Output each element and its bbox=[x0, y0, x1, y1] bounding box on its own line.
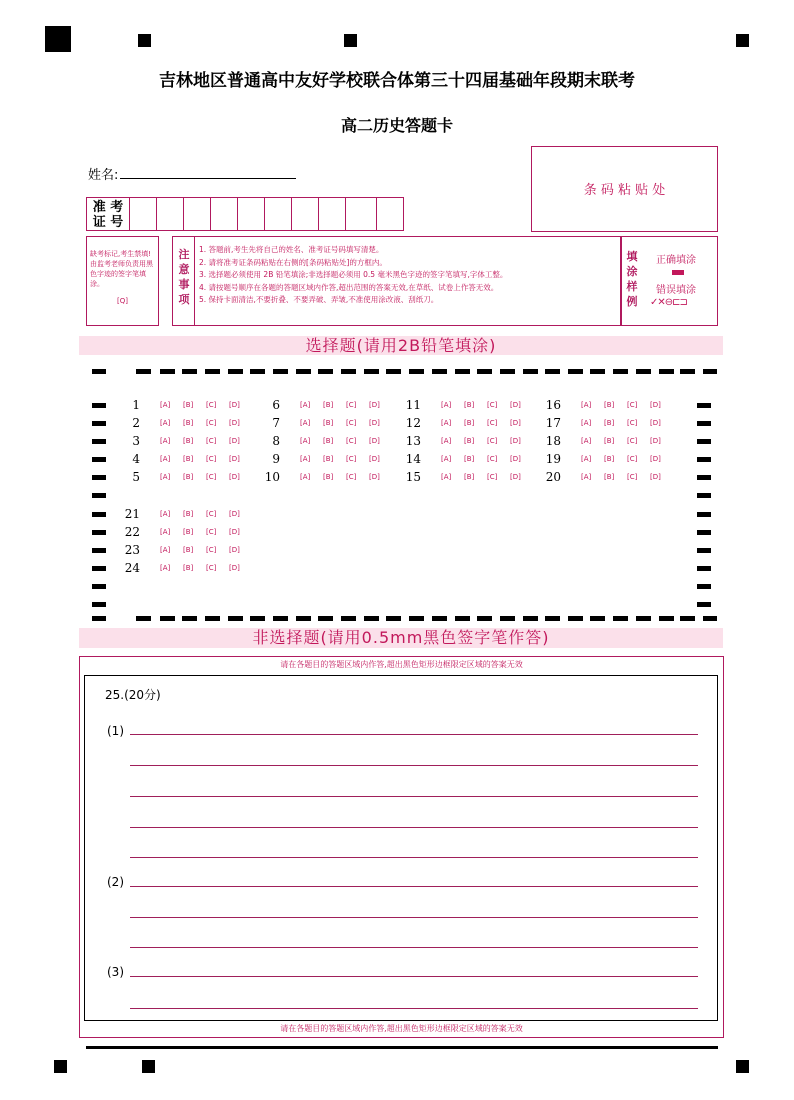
timing-bar bbox=[409, 369, 424, 374]
question-number: 3 bbox=[132, 434, 140, 448]
option-bubble[interactable]: [D] bbox=[510, 455, 521, 463]
option-bubble[interactable]: [B] bbox=[323, 473, 334, 481]
option-bubble[interactable]: [A] bbox=[160, 437, 171, 445]
timing-bar bbox=[545, 616, 560, 621]
option-bubble[interactable]: [D] bbox=[369, 401, 380, 409]
fill-sample-box bbox=[621, 236, 718, 326]
question-number: 24 bbox=[124, 561, 140, 575]
note-item: 5. 保持卡面清洁,不要折叠、不要弄破、弄皱,不准使用涂改液、刮纸刀。 bbox=[199, 295, 439, 304]
timing-bar bbox=[545, 369, 560, 374]
timing-bar bbox=[590, 616, 605, 621]
answer-line[interactable] bbox=[130, 734, 698, 735]
timing-bar bbox=[432, 369, 447, 374]
exam-id-label-1: 准 考 bbox=[92, 200, 124, 215]
timing-bar bbox=[697, 512, 711, 517]
option-bubble[interactable]: [D] bbox=[229, 510, 240, 518]
option-bubble[interactable]: [C] bbox=[627, 419, 638, 427]
option-bubble[interactable]: [C] bbox=[206, 510, 217, 518]
timing-bar bbox=[92, 584, 106, 589]
timing-bar bbox=[205, 369, 220, 374]
id-digit-cell[interactable] bbox=[210, 197, 238, 231]
option-bubble[interactable]: [C] bbox=[346, 419, 357, 427]
timing-bar bbox=[697, 475, 711, 480]
option-bubble[interactable]: [B] bbox=[183, 510, 194, 518]
option-bubble[interactable]: [D] bbox=[510, 401, 521, 409]
timing-bar bbox=[273, 616, 288, 621]
timing-bar bbox=[477, 369, 492, 374]
option-bubble[interactable]: [B] bbox=[604, 455, 615, 463]
option-bubble[interactable]: [D] bbox=[510, 419, 521, 427]
option-bubble[interactable]: [A] bbox=[300, 419, 311, 427]
timing-bar bbox=[680, 616, 695, 621]
option-bubble[interactable]: [A] bbox=[300, 401, 311, 409]
timing-bar bbox=[205, 616, 220, 621]
question-number: 7 bbox=[272, 416, 280, 430]
exam-id-label-2: 证 号 bbox=[92, 215, 124, 230]
timing-bar bbox=[92, 493, 106, 498]
option-bubble[interactable]: [D] bbox=[229, 564, 240, 572]
option-bubble[interactable]: [C] bbox=[487, 401, 498, 409]
timing-bar bbox=[500, 616, 515, 621]
choice-section-header: 选择题(请用2B铅笔填涂) bbox=[79, 336, 723, 355]
timing-bar bbox=[92, 457, 106, 462]
timing-bar bbox=[228, 616, 243, 621]
option-bubble[interactable]: [D] bbox=[369, 473, 380, 481]
option-bubble[interactable]: [B] bbox=[183, 473, 194, 481]
option-bubble[interactable]: [B] bbox=[323, 455, 334, 463]
option-bubble[interactable]: [A] bbox=[160, 528, 171, 536]
note-item: 4. 请按题号顺序在各题的答题区域内作答,超出范围的答案无效,在草纸、试卷上作答无效。 bbox=[199, 282, 499, 292]
option-bubble[interactable]: [A] bbox=[441, 419, 452, 427]
wrong-fill-label: 错误填涂 bbox=[656, 285, 696, 296]
timing-bar bbox=[568, 369, 583, 374]
question-number: 19 bbox=[545, 452, 561, 466]
timing-bar bbox=[590, 369, 605, 374]
timing-bar bbox=[92, 439, 106, 444]
timing-bar bbox=[697, 530, 711, 535]
timing-mark bbox=[344, 34, 357, 47]
timing-bar bbox=[386, 369, 401, 374]
option-bubble[interactable]: [D] bbox=[229, 473, 240, 481]
timing-bar bbox=[92, 475, 106, 480]
timing-bar bbox=[341, 616, 356, 621]
fill-sample-label: 填 涂 样 例 bbox=[626, 250, 638, 308]
option-bubble[interactable]: [D] bbox=[369, 419, 380, 427]
option-bubble[interactable]: [C] bbox=[206, 473, 217, 481]
timing-bar bbox=[296, 616, 311, 621]
option-bubble[interactable]: [B] bbox=[464, 437, 475, 445]
answer-line[interactable] bbox=[130, 886, 698, 887]
option-bubble[interactable]: [C] bbox=[487, 455, 498, 463]
timing-bar bbox=[318, 616, 333, 621]
question-number: 11 bbox=[405, 398, 421, 412]
option-bubble[interactable]: [D] bbox=[650, 437, 661, 445]
question-number: 5 bbox=[132, 470, 140, 484]
absent-mark-box bbox=[86, 236, 159, 326]
option-bubble[interactable]: [D] bbox=[369, 437, 380, 445]
option-bubble[interactable]: [C] bbox=[346, 455, 357, 463]
timing-bar bbox=[136, 616, 151, 621]
timing-mark bbox=[138, 34, 151, 47]
question-number: 16 bbox=[545, 398, 561, 412]
timing-bar bbox=[250, 369, 265, 374]
option-bubble[interactable]: [A] bbox=[441, 455, 452, 463]
option-bubble[interactable]: [B] bbox=[464, 419, 475, 427]
timing-bar bbox=[160, 616, 175, 621]
option-bubble[interactable]: [B] bbox=[464, 455, 475, 463]
option-bubble[interactable]: [B] bbox=[183, 437, 194, 445]
option-bubble[interactable]: [A] bbox=[441, 401, 452, 409]
option-bubble[interactable]: [B] bbox=[183, 419, 194, 427]
timing-bar bbox=[182, 616, 197, 621]
id-digit-cell[interactable] bbox=[318, 197, 346, 231]
timing-bar bbox=[613, 616, 628, 621]
timing-bar bbox=[680, 369, 695, 374]
question-number: 23 bbox=[124, 543, 140, 557]
id-digit-cell[interactable] bbox=[237, 197, 265, 231]
timing-bar bbox=[523, 369, 538, 374]
answer-warning-bottom: 请在各题目的答题区域内作答,超出黑色矩形边框限定区域的答案无效 bbox=[280, 1024, 523, 1033]
option-bubble[interactable]: [C] bbox=[627, 437, 638, 445]
option-bubble[interactable]: [C] bbox=[206, 564, 217, 572]
notes-label: 注 意 事 项 bbox=[178, 248, 190, 306]
option-bubble[interactable]: [A] bbox=[160, 455, 171, 463]
option-bubble[interactable]: [D] bbox=[229, 455, 240, 463]
option-bubble[interactable]: [D] bbox=[229, 401, 240, 409]
option-bubble[interactable]: [B] bbox=[604, 401, 615, 409]
timing-bar bbox=[432, 616, 447, 621]
timing-bar bbox=[697, 602, 711, 607]
option-bubble[interactable]: [A] bbox=[160, 546, 171, 554]
option-bubble[interactable]: [B] bbox=[183, 401, 194, 409]
timing-bar bbox=[455, 369, 470, 374]
id-digit-cell[interactable] bbox=[156, 197, 184, 231]
exam-id-grid[interactable] bbox=[86, 197, 404, 231]
id-digit-cell[interactable] bbox=[183, 197, 211, 231]
question-number: 10 bbox=[264, 470, 280, 484]
name-label: 姓名: bbox=[88, 168, 119, 183]
question-number: 21 bbox=[124, 507, 140, 521]
question-25-label: 25.(20分) bbox=[105, 688, 161, 702]
part-2-label: (2) bbox=[107, 875, 124, 889]
timing-bar bbox=[477, 616, 492, 621]
barcode-label: 条 码 粘 贴 处 bbox=[583, 183, 666, 198]
id-digit-cell[interactable] bbox=[376, 197, 404, 231]
bottom-rule bbox=[86, 1046, 718, 1049]
timing-bar bbox=[160, 369, 175, 374]
timing-bar bbox=[182, 369, 197, 374]
answer-line[interactable] bbox=[130, 765, 698, 766]
option-bubble[interactable]: [C] bbox=[487, 473, 498, 481]
timing-bar bbox=[636, 369, 651, 374]
notes-divider bbox=[194, 237, 195, 325]
answer-region bbox=[79, 656, 724, 1038]
timing-bar bbox=[697, 548, 711, 553]
timing-bar bbox=[228, 369, 243, 374]
option-bubble[interactable]: [A] bbox=[581, 473, 592, 481]
timing-bar bbox=[250, 616, 265, 621]
question-number: 15 bbox=[405, 470, 421, 484]
timing-bar bbox=[659, 369, 674, 374]
timing-bar bbox=[92, 548, 106, 553]
option-bubble[interactable]: [D] bbox=[650, 473, 661, 481]
timing-bar bbox=[92, 421, 106, 426]
timing-bar bbox=[697, 584, 711, 589]
option-bubble[interactable]: [A] bbox=[160, 473, 171, 481]
option-bubble[interactable]: [C] bbox=[206, 419, 217, 427]
note-item: 3. 选择题必须使用 2B 铅笔填涂;非选择题必须用 0.5 毫米黑色字迹的签字笔填写,字体工整。 bbox=[199, 270, 508, 279]
answer-inner-box[interactable] bbox=[84, 675, 718, 1021]
timing-bar bbox=[703, 369, 717, 374]
option-bubble[interactable]: [C] bbox=[627, 473, 638, 481]
option-bubble[interactable]: [D] bbox=[369, 455, 380, 463]
option-bubble[interactable]: [C] bbox=[206, 437, 217, 445]
option-bubble[interactable]: [D] bbox=[650, 455, 661, 463]
timing-bar bbox=[92, 530, 106, 535]
absent-mark-bubble[interactable]: [Q] bbox=[117, 297, 128, 305]
timing-bar bbox=[523, 616, 538, 621]
answer-warning-top: 请在各题目的答题区域内作答,超出黑色矩形边框限定区域的答案无效 bbox=[280, 660, 523, 669]
answer-line[interactable] bbox=[130, 857, 698, 858]
option-bubble[interactable]: [B] bbox=[323, 419, 334, 427]
timing-bar bbox=[697, 493, 711, 498]
question-number: 12 bbox=[405, 416, 421, 430]
timing-mark bbox=[54, 1060, 67, 1073]
question-number: 8 bbox=[272, 434, 280, 448]
option-bubble[interactable]: [A] bbox=[300, 437, 311, 445]
timing-bar bbox=[364, 369, 379, 374]
option-bubble[interactable]: [A] bbox=[300, 473, 311, 481]
id-digit-cell[interactable] bbox=[291, 197, 319, 231]
timing-bar bbox=[659, 616, 674, 621]
option-bubble[interactable]: [B] bbox=[464, 473, 475, 481]
option-bubble[interactable]: [C] bbox=[206, 455, 217, 463]
answer-line[interactable] bbox=[130, 976, 698, 977]
part-3-label: (3) bbox=[107, 965, 124, 979]
id-digit-cell[interactable] bbox=[264, 197, 292, 231]
option-bubble[interactable]: [D] bbox=[650, 401, 661, 409]
option-bubble[interactable]: [D] bbox=[510, 437, 521, 445]
option-bubble[interactable]: [B] bbox=[604, 473, 615, 481]
option-bubble[interactable]: [A] bbox=[300, 455, 311, 463]
question-number: 1 bbox=[132, 398, 140, 412]
nonchoice-section-header: 非选择题(请用0.5mm黑色签字笔作答) bbox=[79, 628, 723, 648]
option-bubble[interactable]: [A] bbox=[160, 510, 171, 518]
option-bubble[interactable]: [B] bbox=[183, 455, 194, 463]
question-number: 17 bbox=[545, 416, 561, 430]
answer-line[interactable] bbox=[130, 796, 698, 797]
timing-bar bbox=[92, 566, 106, 571]
timing-bar bbox=[697, 457, 711, 462]
option-bubble[interactable]: [A] bbox=[160, 419, 171, 427]
option-bubble[interactable]: [B] bbox=[183, 564, 194, 572]
note-item: 2. 请将准考证条码粘贴在右侧的[条码粘贴处]的方框内。 bbox=[199, 257, 387, 267]
question-number: 13 bbox=[405, 434, 421, 448]
timing-bar bbox=[703, 616, 717, 621]
question-number: 22 bbox=[124, 525, 140, 539]
notes-list bbox=[199, 244, 619, 307]
option-bubble[interactable]: [A] bbox=[441, 473, 452, 481]
option-bubble[interactable]: [B] bbox=[464, 401, 475, 409]
correct-fill-mark bbox=[672, 270, 684, 275]
option-bubble[interactable]: [C] bbox=[346, 473, 357, 481]
question-number: 6 bbox=[272, 398, 280, 412]
option-bubble[interactable]: [C] bbox=[627, 401, 638, 409]
timing-bar bbox=[273, 369, 288, 374]
timing-mark bbox=[142, 1060, 155, 1073]
option-bubble[interactable]: [D] bbox=[229, 528, 240, 536]
option-bubble[interactable]: [C] bbox=[346, 437, 357, 445]
timing-bar bbox=[364, 616, 379, 621]
option-bubble[interactable]: [A] bbox=[160, 564, 171, 572]
answer-line[interactable] bbox=[130, 917, 698, 918]
timing-bar bbox=[92, 403, 106, 408]
part-1-label: (1) bbox=[107, 724, 124, 738]
wrong-fill-marks: ✓✕⊖⊏⊐ bbox=[650, 297, 687, 308]
option-bubble[interactable]: [B] bbox=[323, 437, 334, 445]
corner-mark-top-left bbox=[45, 26, 71, 52]
option-bubble[interactable]: [D] bbox=[229, 546, 240, 554]
timing-bar bbox=[386, 616, 401, 621]
option-bubble[interactable]: [C] bbox=[487, 419, 498, 427]
timing-bar bbox=[136, 369, 151, 374]
notes-box bbox=[172, 236, 621, 326]
timing-bar bbox=[92, 602, 106, 607]
id-digit-cell[interactable] bbox=[129, 197, 157, 231]
answer-line[interactable] bbox=[130, 827, 698, 828]
timing-bar bbox=[697, 439, 711, 444]
option-bubble[interactable]: [A] bbox=[160, 401, 171, 409]
correct-fill-label: 正确填涂 bbox=[656, 255, 696, 266]
option-bubble[interactable]: [B] bbox=[604, 437, 615, 445]
timing-bar bbox=[568, 616, 583, 621]
option-bubble[interactable]: [C] bbox=[346, 401, 357, 409]
timing-bar bbox=[455, 616, 470, 621]
timing-bar bbox=[697, 421, 711, 426]
timing-bar bbox=[409, 616, 424, 621]
option-bubble[interactable]: [B] bbox=[604, 419, 615, 427]
id-digit-cell[interactable] bbox=[345, 197, 377, 231]
timing-mark bbox=[736, 1060, 749, 1073]
timing-bar bbox=[92, 512, 106, 517]
exam-title: 吉林地区普通高中友好学校联合体第三十四届基础年段期末联考 bbox=[159, 71, 635, 91]
timing-bar bbox=[697, 403, 711, 408]
option-bubble[interactable]: [D] bbox=[229, 419, 240, 427]
name-field[interactable] bbox=[120, 178, 296, 179]
timing-bar bbox=[92, 616, 106, 621]
option-bubble[interactable]: [C] bbox=[487, 437, 498, 445]
timing-bar bbox=[636, 616, 651, 621]
option-bubble[interactable]: [B] bbox=[323, 401, 334, 409]
note-item: 1. 答题前,考生先将自己的姓名、准考证号码填写清楚。 bbox=[199, 245, 384, 254]
option-bubble[interactable]: [C] bbox=[627, 455, 638, 463]
question-number: 2 bbox=[132, 416, 140, 430]
question-number: 14 bbox=[405, 452, 421, 466]
option-bubble[interactable]: [A] bbox=[581, 401, 592, 409]
question-number: 4 bbox=[132, 452, 140, 466]
timing-bar bbox=[318, 369, 333, 374]
absent-mark-text: 缺考标记,考生禁填!由监考老师负责用黑色字迹的签字笔填涂。 bbox=[90, 250, 153, 288]
option-bubble[interactable]: [A] bbox=[581, 455, 592, 463]
timing-bar bbox=[296, 369, 311, 374]
option-bubble[interactable]: [D] bbox=[650, 419, 661, 427]
timing-mark bbox=[736, 34, 749, 47]
timing-bar bbox=[613, 369, 628, 374]
question-number: 20 bbox=[545, 470, 561, 484]
option-bubble[interactable]: [D] bbox=[510, 473, 521, 481]
question-number: 9 bbox=[272, 452, 280, 466]
option-bubble[interactable]: [B] bbox=[183, 546, 194, 554]
option-bubble[interactable]: [B] bbox=[183, 528, 194, 536]
barcode-area[interactable] bbox=[531, 146, 718, 232]
timing-bar bbox=[500, 369, 515, 374]
card-subtitle: 高二历史答题卡 bbox=[340, 116, 453, 135]
option-bubble[interactable]: [C] bbox=[206, 528, 217, 536]
exam-id-label-cell bbox=[86, 197, 130, 231]
option-bubble[interactable]: [C] bbox=[206, 546, 217, 554]
answer-line[interactable] bbox=[130, 947, 698, 948]
option-bubble[interactable]: [C] bbox=[206, 401, 217, 409]
timing-bar bbox=[92, 369, 106, 374]
question-number: 18 bbox=[545, 434, 561, 448]
timing-bar bbox=[697, 566, 711, 571]
option-bubble[interactable]: [A] bbox=[581, 437, 592, 445]
answer-line[interactable] bbox=[130, 1008, 698, 1009]
option-bubble[interactable]: [A] bbox=[441, 437, 452, 445]
option-bubble[interactable]: [A] bbox=[581, 419, 592, 427]
option-bubble[interactable]: [D] bbox=[229, 437, 240, 445]
timing-bar bbox=[341, 369, 356, 374]
